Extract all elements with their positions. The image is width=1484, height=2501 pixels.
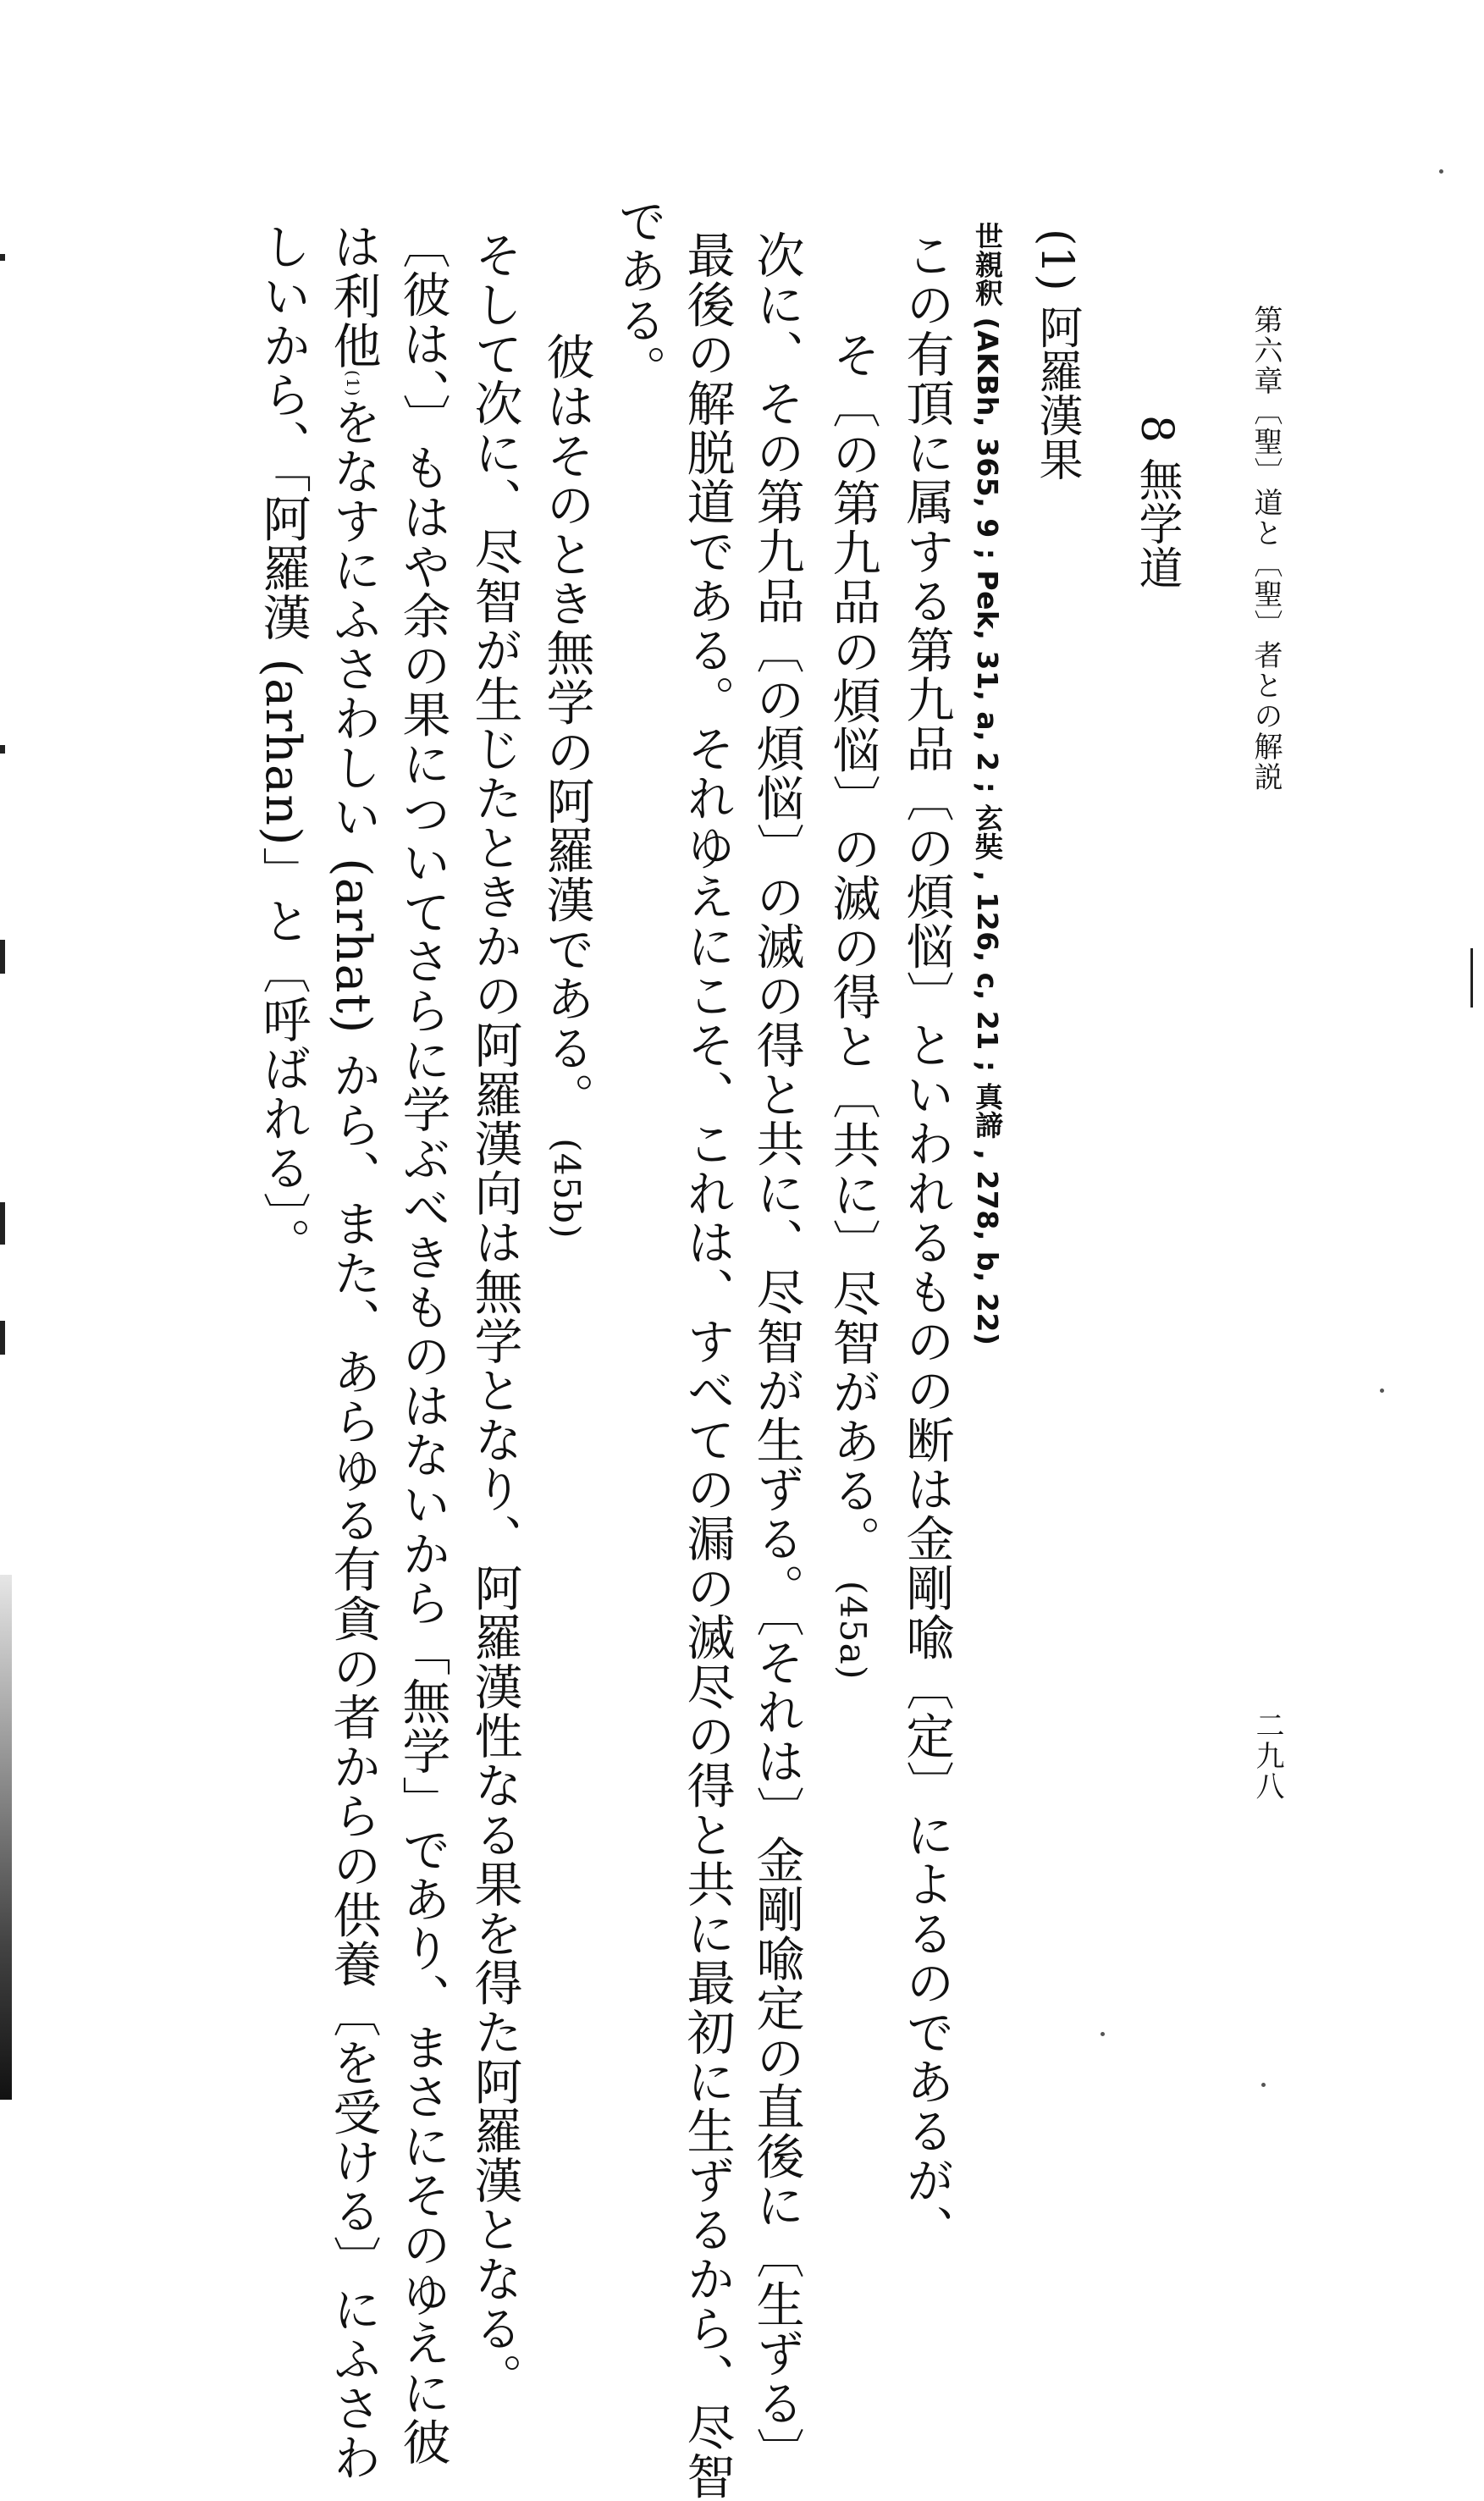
text-segment: 彼はそのとき無学の阿羅漢である。 bbox=[538, 332, 594, 1122]
subsection-number: (1) bbox=[1031, 229, 1082, 291]
text-line bbox=[825, 330, 880, 1681]
scan-dust bbox=[1380, 1389, 1384, 1393]
running-title: 第六章〔聖〕道と〔聖〕者との解説 bbox=[1249, 305, 1283, 792]
scan-mark bbox=[0, 1202, 5, 1245]
scan-rule bbox=[1470, 948, 1473, 1008]
section-heading bbox=[1131, 415, 1205, 589]
scan-dust bbox=[1439, 169, 1443, 174]
footnote-marker: (1) bbox=[343, 369, 363, 398]
text-segment: そ〔の第九品の煩悩〕の滅の得と〔共に〕尽智がある。 bbox=[825, 330, 880, 1565]
section-title: 無学道 bbox=[1131, 456, 1182, 589]
section-number: 8 bbox=[1131, 415, 1182, 444]
subsection-heading bbox=[1031, 229, 1101, 482]
text-line: である。 bbox=[610, 196, 666, 395]
scan-shadow-edge bbox=[0, 1575, 12, 2100]
scan-dust bbox=[1101, 2032, 1105, 2036]
text-line: 〔彼は、〕もはや余の果についてさらに学ぶべきものはないから「無学」であり、まさにそのゆえに彼 bbox=[394, 220, 450, 2467]
text-line: 次に、その第九品〔の煩悩〕の滅の得と共に、尽智が生ずる。〔それは〕金剛喩定の直後に〔生ずる〕 bbox=[748, 230, 804, 2477]
scan-dust bbox=[1261, 2083, 1266, 2087]
text-segment: は利他 bbox=[325, 222, 381, 370]
subsection-title: 阿羅漢果 bbox=[1031, 305, 1082, 482]
page-number: 二九八 bbox=[1250, 1710, 1284, 1802]
text-line: しいから、「阿羅漢 (arhan)」と〔呼ばれる〕。 bbox=[255, 222, 311, 1267]
verse-reference: (45a) bbox=[832, 1580, 874, 1681]
scan-mark bbox=[0, 254, 5, 261]
text-line: この有頂に属する第九品〔の煩悩〕といわれるものの断は金剛喩〔定〕によるのであるが、 bbox=[898, 230, 954, 2255]
scan-mark bbox=[0, 1321, 5, 1355]
source-reference: 世親釈 (AKBh, 365, 9 ; Pek, 31, a, 2 ; 玄奘 , 126, c, 21 ; 真諦 , 278, b, 22) bbox=[971, 222, 1004, 1346]
text-line bbox=[325, 222, 381, 2482]
text-line bbox=[538, 332, 594, 1239]
text-line: 最後の解脱道である。それゆえにこそ、これは、すべての漏の滅尽の得と共に最初に生ずるから、尽智 bbox=[679, 230, 735, 2501]
text-segment: をなすにふさわしい (arhat) から、また、あらゆる有貪の者からの供養〔を受ける〕にふさわ bbox=[325, 397, 381, 2482]
scan-mark bbox=[0, 745, 5, 754]
text-line: そして次に、尽智が生じたときかの阿羅漢向は無学となり、阿羅漢性なる果を得た阿羅漢となる。 bbox=[466, 230, 522, 2403]
verse-reference: (45b) bbox=[546, 1138, 588, 1239]
scan-mark bbox=[0, 940, 5, 974]
